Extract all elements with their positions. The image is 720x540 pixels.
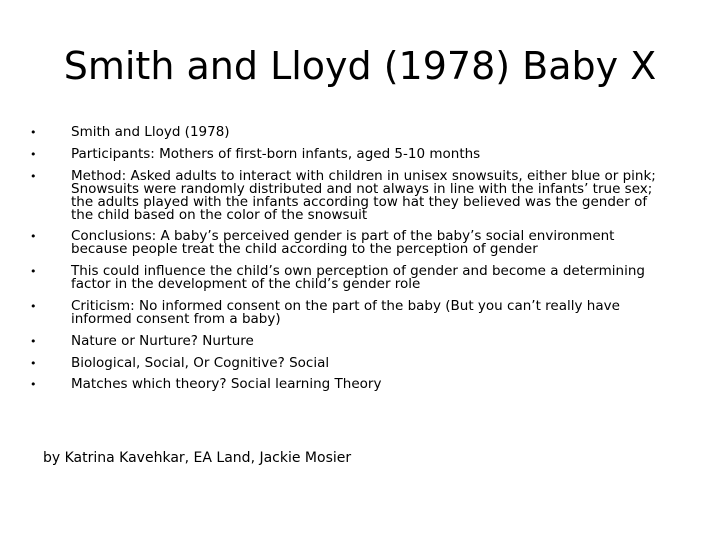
bullet-text: Criticism: No informed consent on the part of the baby (But you can’t really have informed consent from a baby): [71, 297, 620, 327]
bullet-text: Matches which theory? Social learning Theory: [71, 376, 382, 393]
bullet-text: Conclusions: A baby’s perceived gender is part of the baby’s social environment because people treat the child according to the perception of gender: [71, 228, 615, 258]
bullet-text: Smith and Lloyd (1978): [71, 124, 230, 140]
bullet-item: [30, 354, 670, 371]
bullet-item: [30, 378, 670, 391]
bullet-dot: •: [30, 334, 37, 348]
bullet-dot: •: [30, 169, 37, 183]
bullet-dot: •: [30, 356, 37, 370]
bullet-dot: •: [30, 265, 37, 279]
bullet-text: This could influence the child’s own perception of gender and become a determining factor in the development of the child’s gender role: [71, 263, 645, 293]
bullet-item: [30, 230, 670, 256]
bullet-list: [30, 126, 670, 400]
bullet-item: [30, 297, 670, 327]
bullet-dot: •: [30, 126, 37, 139]
bullet-item: [30, 167, 670, 223]
bullet-dot: •: [30, 299, 37, 313]
bullet-item: [30, 265, 670, 291]
bullet-item: [30, 126, 670, 139]
bullet-dot: •: [30, 230, 37, 244]
bullet-text: Nature or Nurture? Nurture: [71, 332, 254, 349]
bullet-text: Biological, Social, Or Cognitive? Social: [71, 354, 330, 371]
slide-title: Smith and Lloyd (1978) Baby X: [63, 44, 657, 88]
bullet-item: [30, 332, 670, 349]
bullet-text: Participants: Mothers of first-born infants, aged 5-10 months: [71, 145, 481, 162]
bullet-dot: •: [30, 147, 37, 161]
author-byline: by Katrina Kavehkar, EA Land, Jackie Mosier: [43, 450, 352, 466]
bullet-text: Method: Asked adults to interact with children in unisex snowsuits, either blue or pink; Snowsuits were randomly distributed and not always in line with the infants’ true sex; the adults played with the infants according tow hat they believed was the gender of the child based on the color of the snowsuit: [71, 167, 656, 223]
bullet-dot: •: [30, 378, 37, 392]
bullet-item: [30, 145, 670, 162]
